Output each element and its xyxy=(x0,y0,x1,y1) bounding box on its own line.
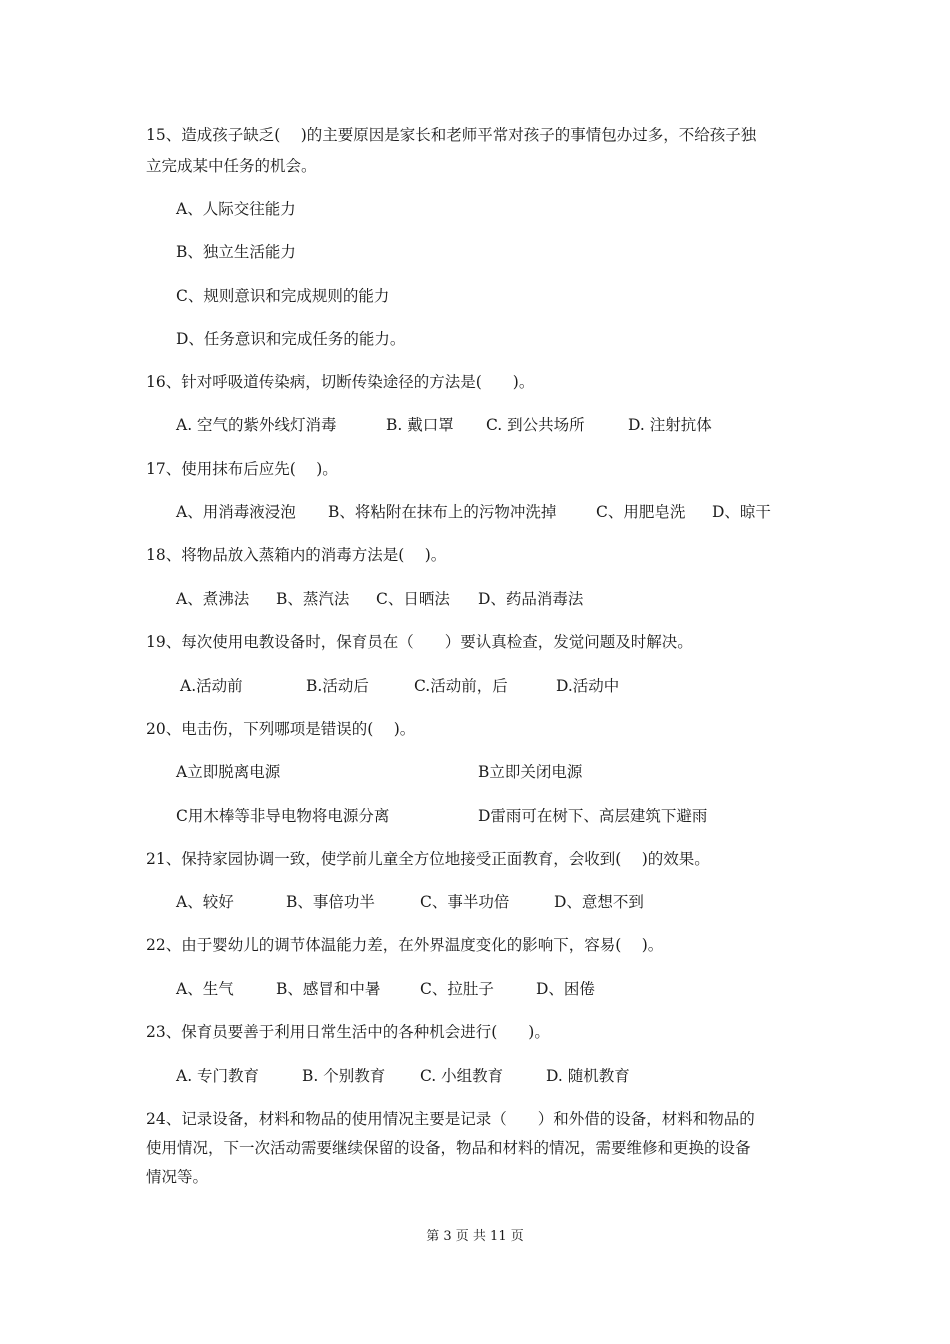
question-15-option-a: A、人际交往能力 xyxy=(176,200,296,218)
question-24-line-3: 情况等。 xyxy=(146,1168,209,1186)
question-18-option-d: D、药品消毒法 xyxy=(478,590,584,608)
question-23-stem: 23、保育员要善于利用日常生活中的各种机会进行( )。 xyxy=(146,1023,550,1041)
question-16-stem: 16、针对呼吸道传染病，切断传染途径的方法是( )。 xyxy=(146,373,535,391)
question-16-option-b: B. 戴口罩 xyxy=(386,416,454,434)
question-22-option-b: B、感冒和中暑 xyxy=(276,980,381,998)
question-17-option-a: A、用消毒液浸泡 xyxy=(176,503,296,521)
question-20-option-a: A立即脱离电源 xyxy=(176,763,281,781)
question-17-option-c: C、用肥皂洗 xyxy=(596,503,686,521)
question-22-stem: 22、由于婴幼儿的调节体温能力差，在外界温度变化的影响下，容易( )。 xyxy=(146,936,664,954)
question-19-option-d: D.活动中 xyxy=(556,677,620,695)
question-18-option-a: A、煮沸法 xyxy=(176,590,250,608)
question-20-stem: 20、电击伤，下列哪项是错误的( )。 xyxy=(146,720,416,738)
question-21-option-d: D、意想不到 xyxy=(554,893,644,911)
question-18-option-b: B、蒸汽法 xyxy=(276,590,350,608)
question-17-option-b: B、将粘附在抹布上的污物冲洗掉 xyxy=(328,503,557,521)
question-16-option-c: C. 到公共场所 xyxy=(486,416,585,434)
question-16-option-d: D. 注射抗体 xyxy=(628,416,712,434)
question-18-stem: 18、将物品放入蒸箱内的消毒方法是( )。 xyxy=(146,546,447,564)
question-21-option-a: A、较好 xyxy=(176,893,234,911)
question-24-line-2: 使用情况，下一次活动需要继续保留的设备，物品和材料的情况，需要维修和更换的设备 xyxy=(146,1139,751,1157)
question-15-option-d: D、任务意识和完成任务的能力。 xyxy=(176,330,406,348)
page-footer: 第 3 页 共 11 页 xyxy=(426,1229,524,1244)
question-22-option-c: C、拉肚子 xyxy=(420,980,494,998)
question-21-stem: 21、保持家园协调一致，使学前儿童全方位地接受正面教育，会收到( )的效果。 xyxy=(146,850,710,868)
question-20-option-d: D雷雨可在树下、高层建筑下避雨 xyxy=(478,807,708,825)
question-18-option-c: C、日晒法 xyxy=(376,590,450,608)
question-21-option-b: B、事倍功半 xyxy=(286,893,375,911)
question-19-option-c: C.活动前，后 xyxy=(414,677,508,695)
question-19-option-b: B.活动后 xyxy=(306,677,369,695)
question-19-option-a: A.活动前 xyxy=(180,677,243,695)
question-23-option-c: C. 小组教育 xyxy=(420,1067,504,1085)
question-22-option-d: D、困倦 xyxy=(536,980,595,998)
question-15-option-c: C、规则意识和完成规则的能力 xyxy=(176,287,390,305)
question-20-option-c: C用木棒等非导电物将电源分离 xyxy=(176,807,390,825)
question-17-option-d: D、晾干 xyxy=(712,503,771,521)
question-15-line-2: 立完成某中任务的机会。 xyxy=(146,157,317,175)
question-23-option-a: A. 专门教育 xyxy=(176,1067,260,1085)
question-23-option-b: B. 个别教育 xyxy=(302,1067,386,1085)
question-15-option-b: B、独立生活能力 xyxy=(176,243,296,261)
question-19-stem: 19、每次使用电教设备时，保育员在（ ）要认真检查，发觉问题及时解决。 xyxy=(146,633,693,651)
question-17-stem: 17、使用抹布后应先( )。 xyxy=(146,460,338,478)
question-24-line-1: 24、记录设备，材料和物品的使用情况主要是记录（ ）和外借的设备，材料和物品的 xyxy=(146,1110,755,1128)
question-20-option-b: B立即关闭电源 xyxy=(478,763,583,781)
question-16-option-a: A. 空气的紫外线灯消毒 xyxy=(176,416,337,434)
question-22-option-a: A、生气 xyxy=(176,980,234,998)
question-23-option-d: D. 随机教育 xyxy=(546,1067,630,1085)
question-21-option-c: C、事半功倍 xyxy=(420,893,510,911)
question-15-line-1: 15、造成孩子缺乏( )的主要原因是家长和老师平常对孩子的事情包办过多，不给孩子独 xyxy=(146,126,757,144)
